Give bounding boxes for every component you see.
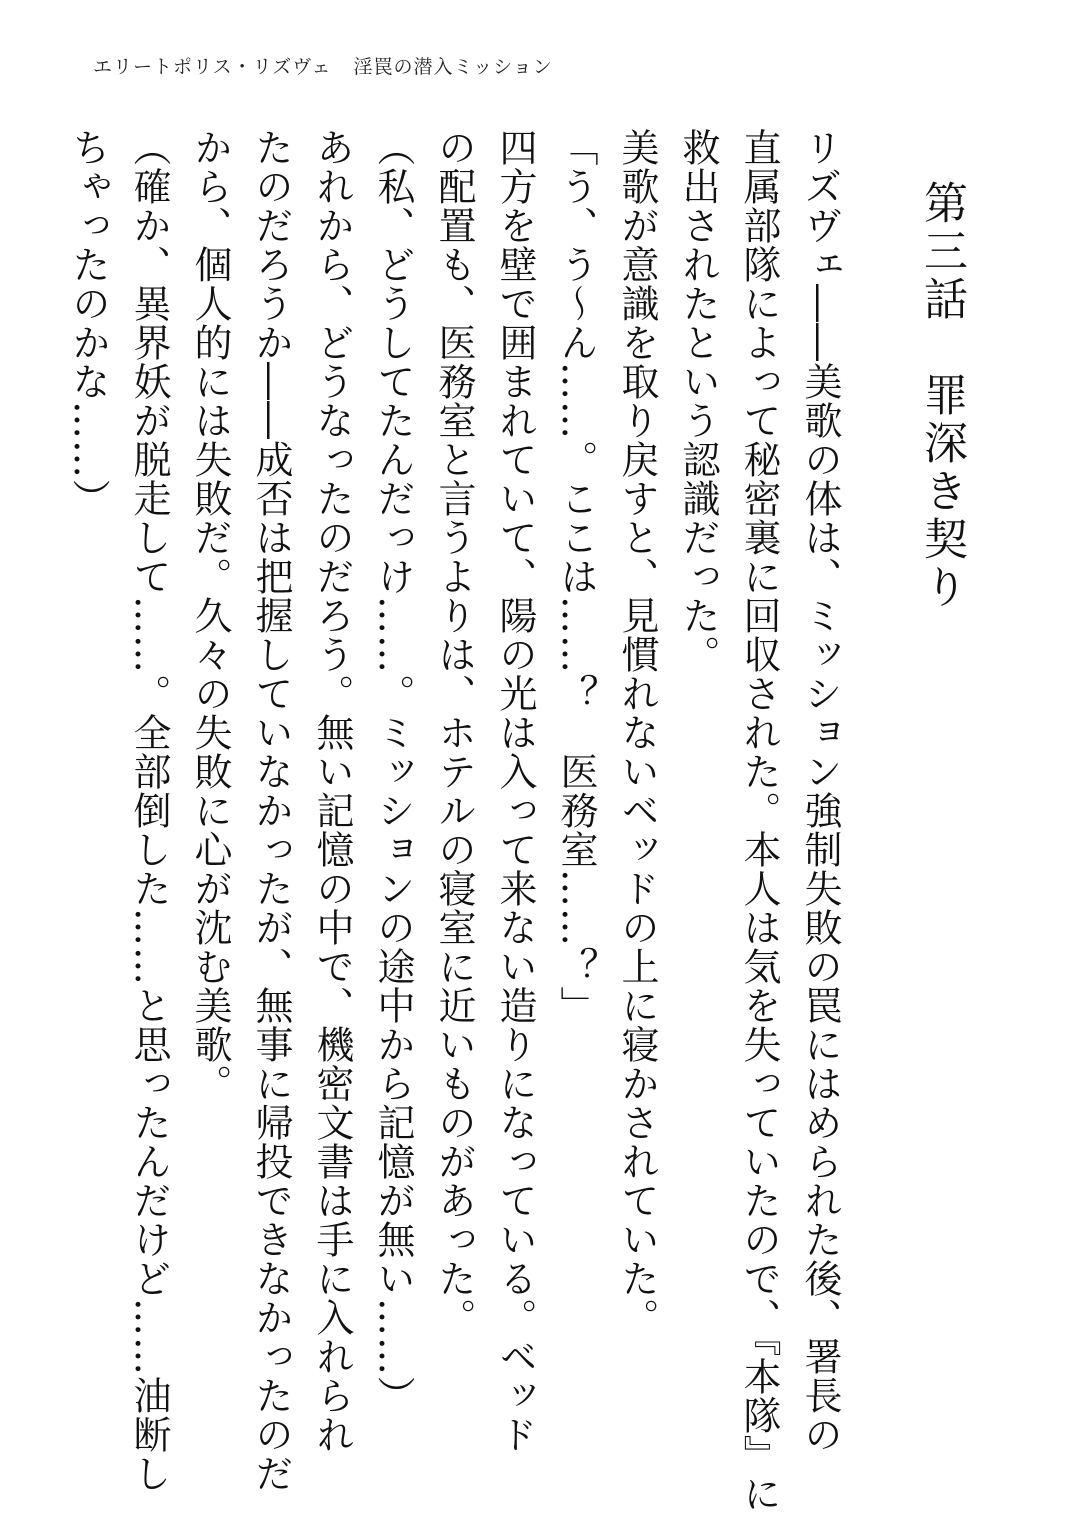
text-line: たのだろうか――成否は把握していなかったが、無事に帰投できなかったのだ xyxy=(249,128,293,1493)
text-line: 救出されたという認識だった。 xyxy=(676,128,720,674)
running-header xyxy=(93,52,553,79)
text-line: 美歌が意識を取り戻すと、見慣れないベッドの上に寝かされていた。 xyxy=(615,128,659,1337)
header-subtitle: 淫罠の潜入ミッション xyxy=(353,56,553,78)
text-line: 「う、う～ん……。ここは……？ 医務室……？」 xyxy=(554,128,598,1025)
header-series-title: エリートポリス・リズヴェ xyxy=(93,56,332,78)
text-line: 直属部隊によって秘密裏に回収された。本人は気を失っていたので、『本隊』に xyxy=(737,128,781,1513)
text-line: ちゃったのかな……） xyxy=(66,128,110,518)
text-line: の配置も、医務室と言うよりは、ホテルの寝室に近いものがあった。 xyxy=(432,128,476,1337)
text-line: あれから、どうなったのだろう。無い記憶の中で、機密文書は手に入れられ xyxy=(310,128,354,1454)
text-line: から、個人的には失敗だ。久々の失敗に心が沈む美歌。 xyxy=(188,128,232,1103)
chapter-title: 第三話 罪深き契り xyxy=(916,180,967,612)
text-line: （私、どうしてたんだっけ……。ミッションの途中から記憶が無い……） xyxy=(371,128,415,1415)
vertical-body-text xyxy=(57,128,972,1513)
text-line: リズヴェ――美歌の体は、ミッション強制失敗の罠にはめられた後、署長の xyxy=(798,128,842,1454)
text-line: （確か、異界妖が脱走して……。全部倒した……と思ったんだけど……油断し xyxy=(127,128,171,1493)
text-line: 四方を壁で囲まれていて、陽の光は入って来ない造りになっている。ベッド xyxy=(493,128,537,1454)
